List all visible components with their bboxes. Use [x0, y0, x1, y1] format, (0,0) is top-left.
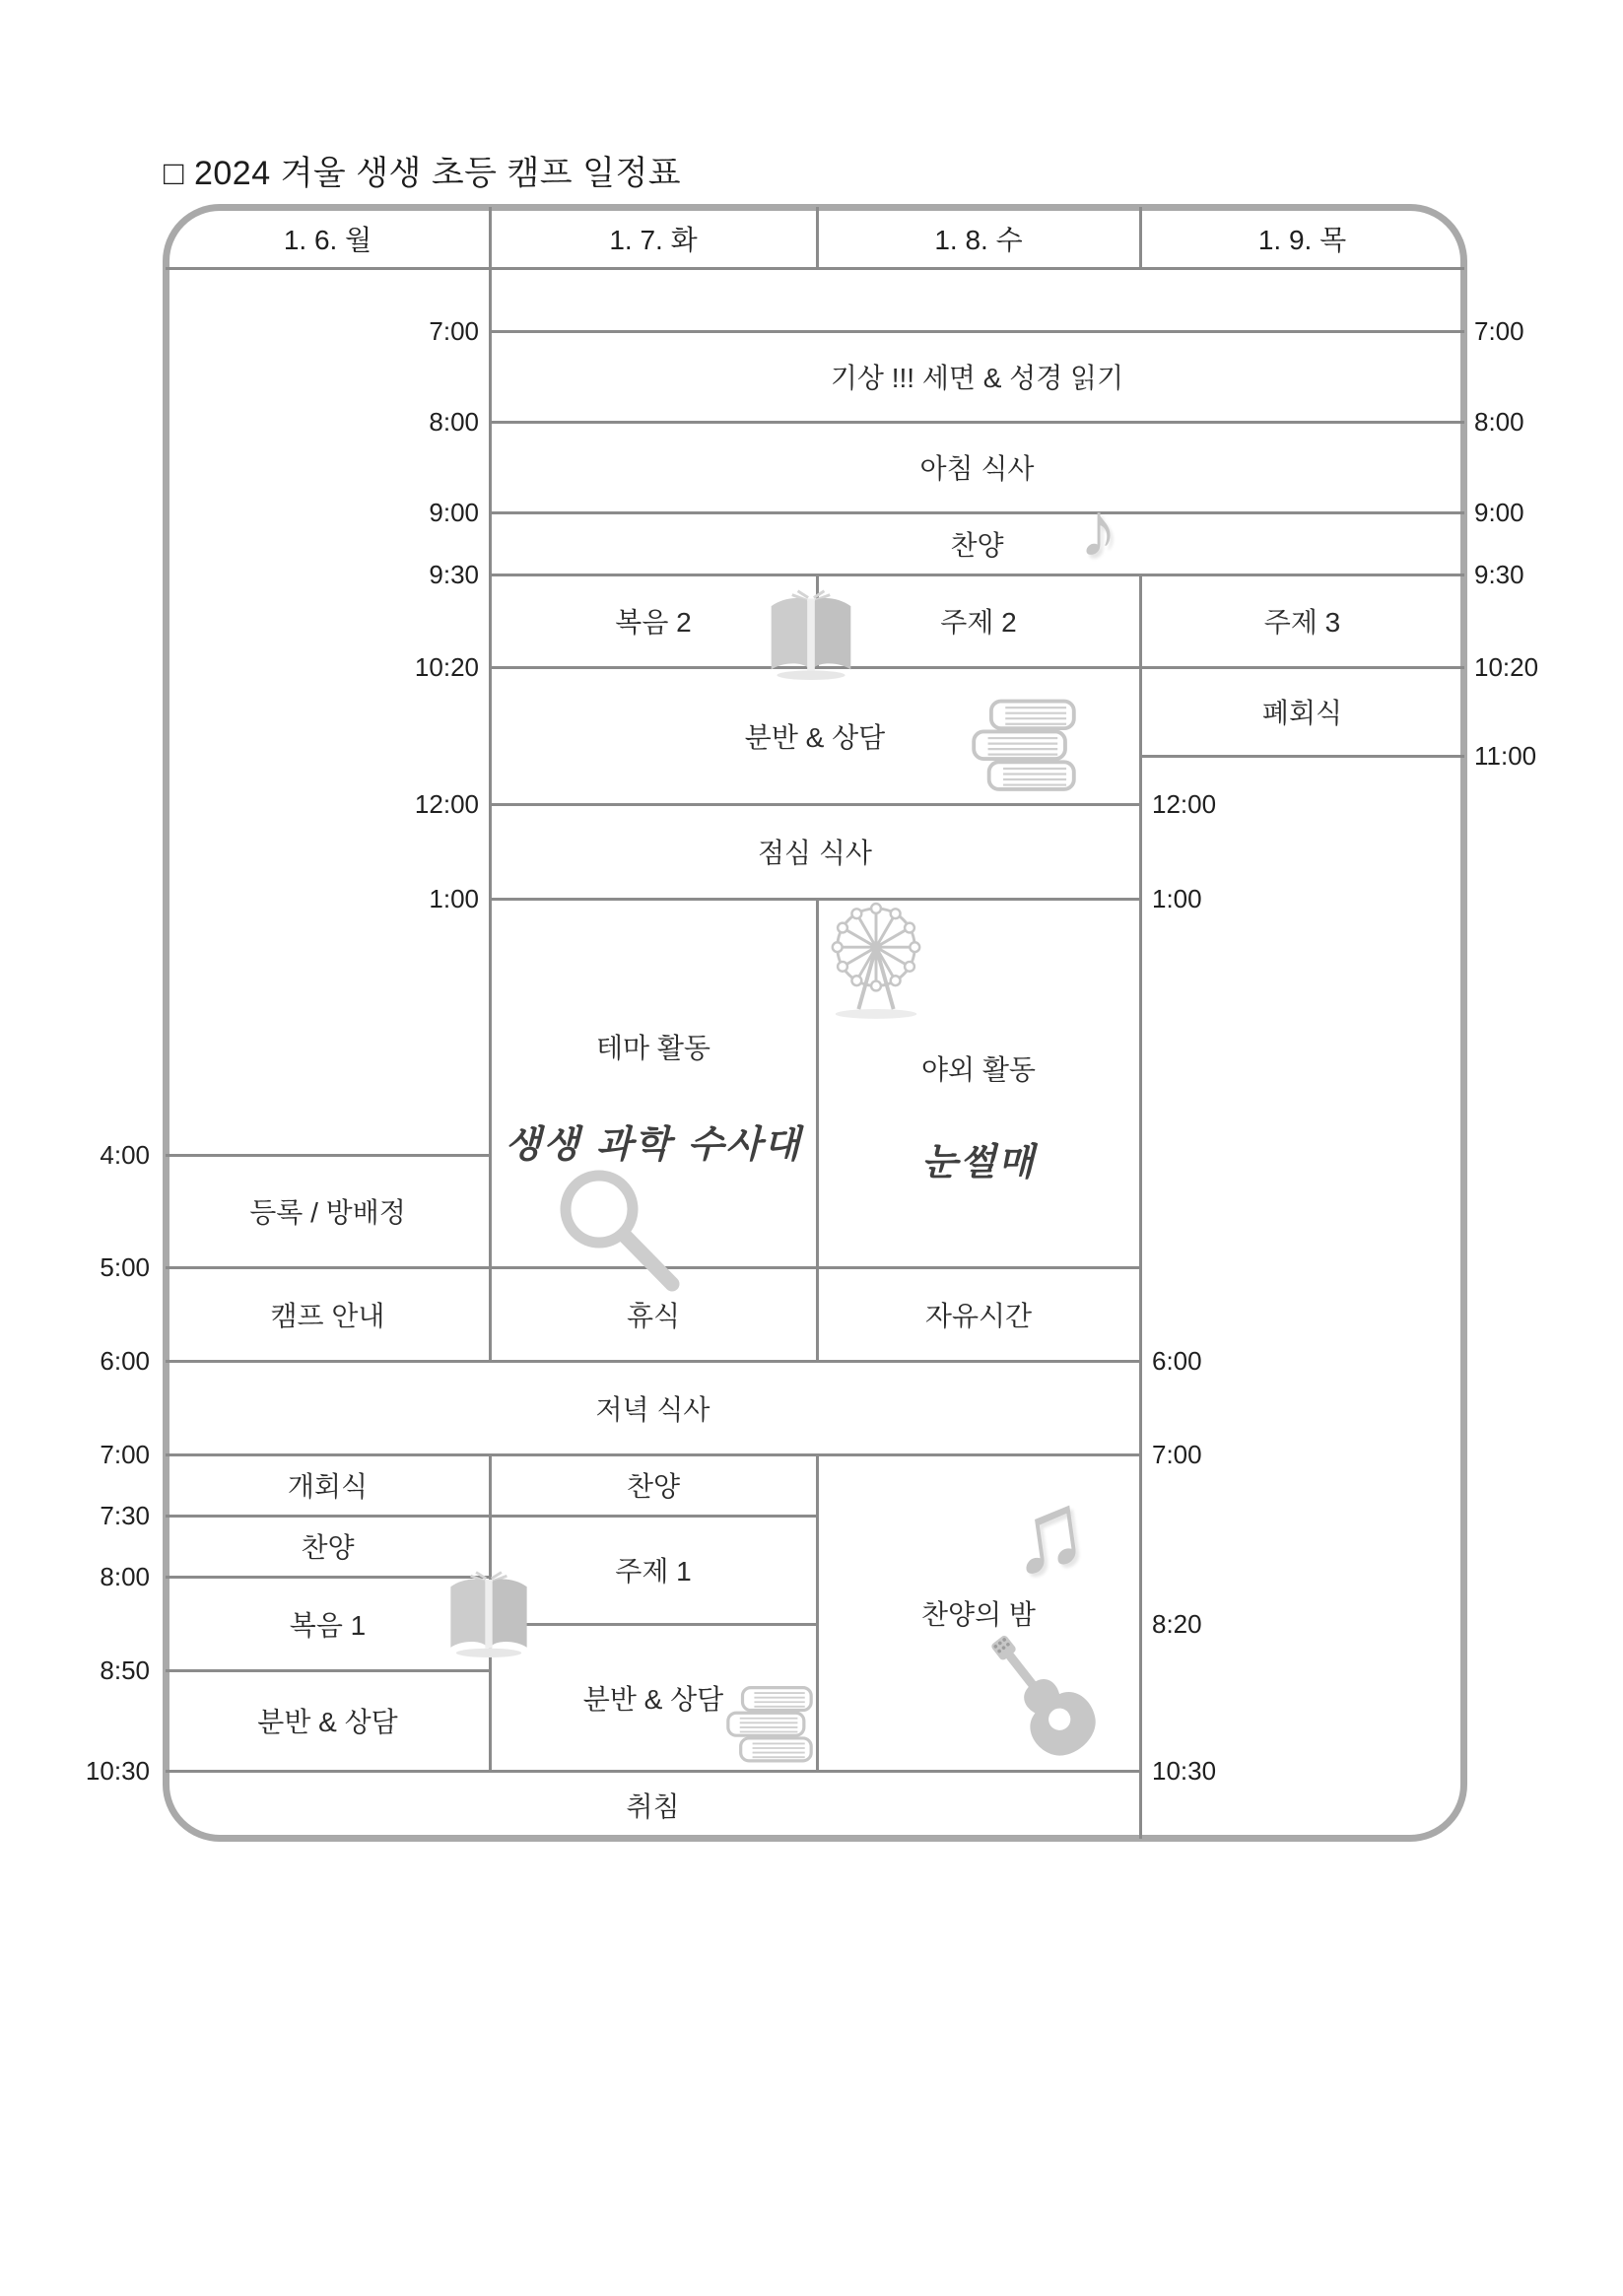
event-label: 주제 3: [1263, 607, 1341, 638]
time-label: 1:00: [1152, 884, 1202, 913]
time-label: 7:00: [100, 1440, 150, 1469]
schedule-cell: [169, 1158, 487, 1264]
time-label: 1:00: [429, 884, 479, 913]
grid-line: [1140, 755, 1464, 758]
event-label: 저녁 식사: [595, 1393, 710, 1425]
schedule-cell: [493, 1519, 814, 1621]
grid-line: [816, 1454, 819, 1771]
grid-line: [166, 1453, 1140, 1456]
time-label: 8:50: [100, 1655, 150, 1685]
grid-line: [166, 1770, 1140, 1773]
event-label: 점심 식사: [758, 838, 872, 868]
time-label: 9:30: [429, 560, 479, 589]
grid-line: [490, 511, 1464, 514]
schedule-cell: [169, 1364, 1137, 1452]
time-label: 7:00: [429, 316, 479, 346]
time-label: 9:00: [1474, 498, 1524, 527]
event-label: 취침: [626, 1790, 680, 1822]
time-label: 8:00: [429, 407, 479, 437]
day-header: 1. 7. 화: [609, 225, 698, 255]
grid-line: [490, 898, 1140, 901]
event-label: 분반 & 상담: [744, 721, 886, 753]
time-label: 10:30: [1152, 1756, 1217, 1786]
page-title: □ 2024 겨울 생생 초등 캠프 일정표: [164, 155, 682, 192]
time-label: 12:00: [414, 789, 479, 819]
event-label: 테마 활동: [596, 1033, 710, 1064]
time-label: 11:00: [1474, 741, 1537, 771]
time-label: 12:00: [1152, 789, 1217, 819]
event-handwritten-label: 생생 과학 수사대: [505, 1121, 802, 1167]
grid-line: [490, 574, 1464, 576]
event-handwritten-label: 눈썰매: [920, 1139, 1037, 1184]
eighth-note-icon: ♪: [1079, 486, 1117, 573]
time-label: 8:00: [100, 1562, 150, 1591]
ferris-wheel-icon: [822, 895, 930, 1021]
open-book-icon: [764, 585, 858, 680]
event-label: 주제 1: [615, 1556, 692, 1587]
day-header: 1. 8. 수: [934, 225, 1023, 255]
schedule-cell: [169, 1580, 487, 1667]
grid-line: [166, 1576, 490, 1579]
schedule-cell: [493, 1457, 814, 1513]
schedule-cell: [820, 1270, 1137, 1358]
book-stack-icon: [724, 1683, 815, 1770]
schedule-cell: [493, 807, 1137, 896]
time-label: 4:00: [100, 1140, 150, 1170]
event-label: 등록 / 방배정: [249, 1197, 406, 1228]
grid-line: [490, 421, 1464, 424]
grid-line: [490, 803, 1140, 806]
time-label: 10:20: [1474, 652, 1539, 682]
event-label: 캠프 안내: [270, 1300, 385, 1331]
time-label: 9:00: [429, 498, 479, 527]
day-header: 1. 6. 월: [283, 225, 372, 255]
time-label: 9:30: [1474, 560, 1524, 589]
event-label: 야외 활동: [921, 1054, 1036, 1086]
grid-line: [490, 1623, 817, 1626]
time-label: 5:00: [100, 1252, 150, 1282]
time-label: 10:20: [414, 652, 479, 682]
event-label: 휴식: [626, 1300, 681, 1331]
event-label: 복음 2: [615, 607, 692, 638]
event-label: 개회식: [287, 1471, 369, 1502]
event-label: 분반 & 상담: [257, 1707, 398, 1737]
grid-line: [1139, 574, 1142, 1839]
schedule-cell: [1143, 670, 1461, 753]
time-label: 7:00: [1474, 316, 1524, 346]
event-label: 자유시간: [924, 1300, 1033, 1331]
schedule-cell: [169, 1457, 487, 1513]
event-label: 찬양의 밤: [921, 1598, 1036, 1630]
grid-line: [490, 330, 1464, 333]
time-label: 6:00: [1152, 1346, 1202, 1376]
time-label: 7:00: [1152, 1440, 1202, 1469]
time-label: 6:00: [100, 1346, 150, 1376]
grid-line: [489, 207, 492, 1361]
grid-line: [490, 666, 1464, 669]
schedule-cell: [169, 1519, 487, 1574]
grid-line: [166, 1154, 490, 1157]
schedule-cell: [169, 1673, 487, 1768]
event-label: 찬양: [301, 1532, 355, 1563]
schedule-cell: [493, 515, 1461, 572]
schedule-cell: [169, 1774, 1137, 1836]
event-label: 아침 식사: [919, 453, 1035, 484]
music-notes-icon: ♫: [999, 1467, 1096, 1597]
day-header: 1. 9. 목: [1257, 225, 1347, 255]
grid-line: [166, 1360, 1140, 1363]
time-label: 7:30: [100, 1501, 150, 1530]
schedule-cell: [493, 334, 1461, 419]
book-stack-icon: [969, 696, 1079, 800]
time-label: 10:30: [85, 1756, 150, 1786]
event-label: 복음 1: [289, 1609, 367, 1641]
event-label: 찬양: [626, 1471, 681, 1502]
time-label: 8:20: [1152, 1609, 1202, 1639]
open-book-icon: [443, 1567, 534, 1657]
event-label: 분반 & 상담: [582, 1683, 724, 1715]
magnifier-icon: [550, 1166, 690, 1302]
event-label: 주제 2: [940, 607, 1017, 638]
grid-line: [816, 899, 819, 1361]
grid-line: [166, 1669, 490, 1672]
schedule-cell: [1143, 577, 1461, 664]
event-label: 찬양: [950, 529, 1004, 561]
schedule-cell: [169, 1270, 487, 1358]
schedule-cell: [493, 425, 1461, 509]
event-label: 폐회식: [1261, 698, 1343, 728]
grid-line: [166, 267, 1464, 270]
time-label: 8:00: [1474, 407, 1524, 437]
event-label: 기상 !!! 세면 & 성경 읽기: [830, 363, 1124, 393]
schedule-cell: [820, 577, 1137, 664]
